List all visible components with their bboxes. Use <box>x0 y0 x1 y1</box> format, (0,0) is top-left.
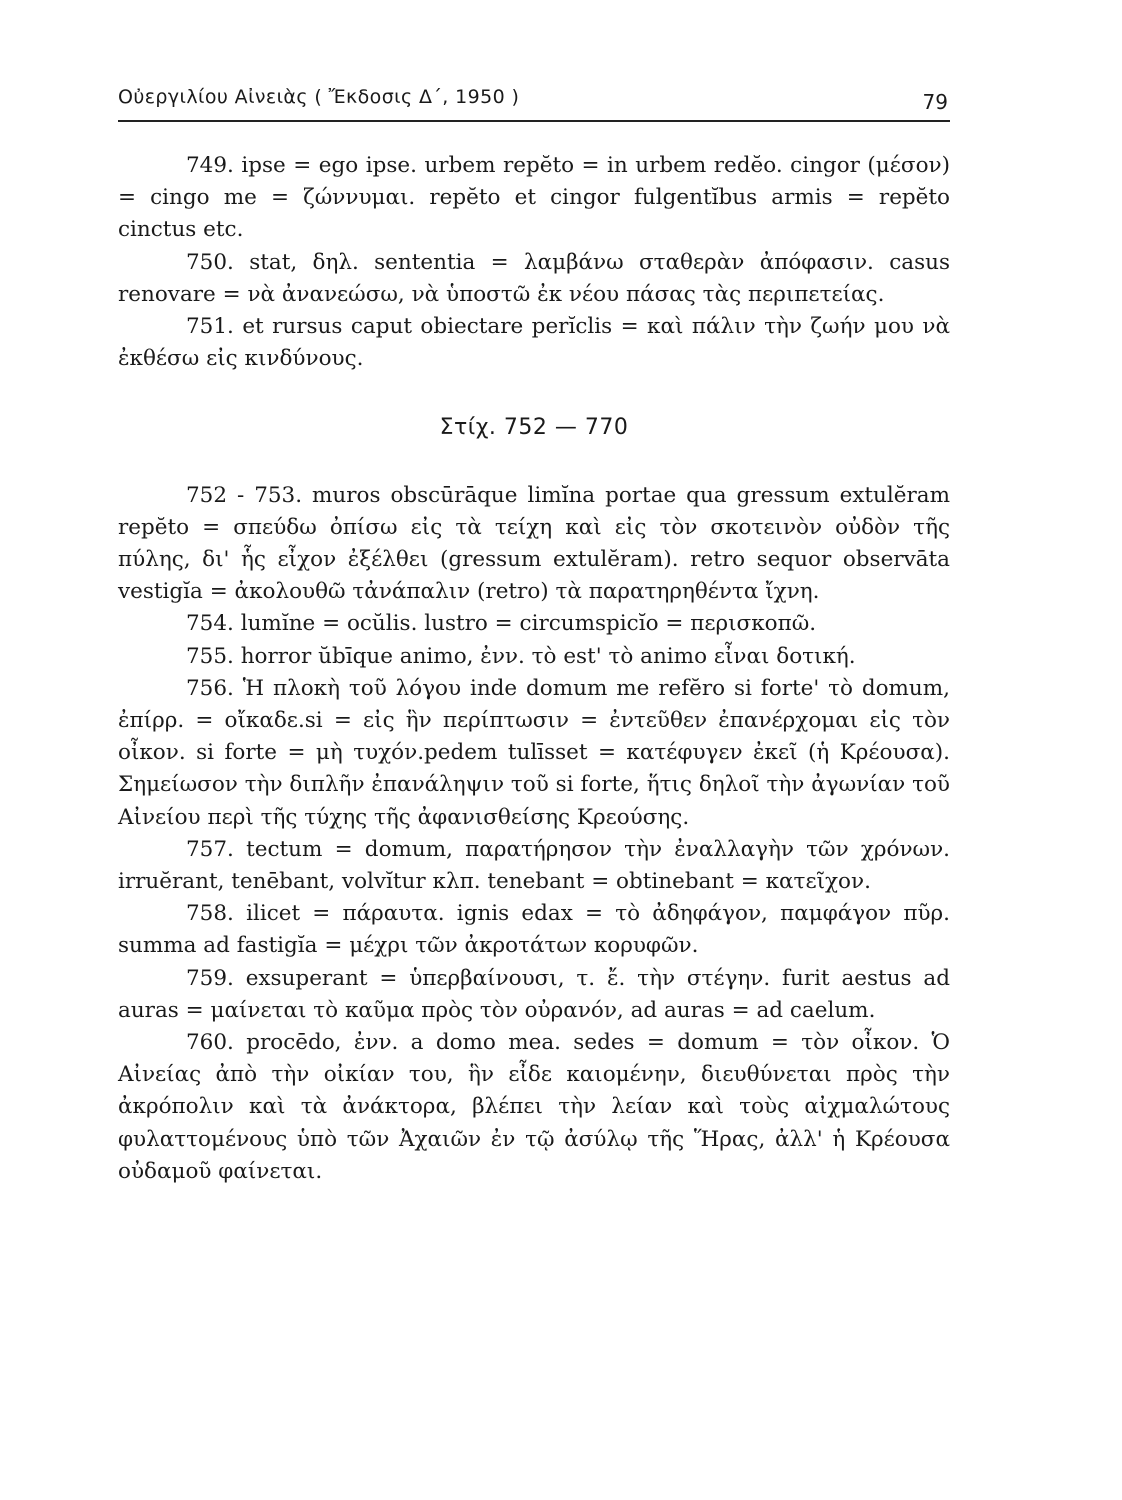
entry-750: 750. stat, δηλ. sententia = λαμβάνω σταθερὰν ἀπόφασιν. casus renovare = νὰ ἀνανεώσω, νὰ ὑποστῶ ἐκ νέου πάσας τὰς περιπετείας. <box>118 249 950 307</box>
entry-760: 760. procēdo, ἐνν. a domo mea. sedes = domum = τὸν οἶκον. Ὁ Αἰνείας ἀπὸ τὴν οἰκίαν του, ἣν εἶδε καιομένην, διευθύνεται πρὸς τὴν ἀκρόπολιν καὶ τὰ ἀνάκτορα, βλέπει τὴν λείαν καὶ τοὺς αἰχμαλώτους φυλαττομένους ὑπὸ τῶν Ἀχαιῶν ἐν τῷ ἀσύλῳ τῆς Ἥρας, ἀλλ' ἡ Κρέουσα οὐδαμοῦ φαίνεται. <box>118 1030 950 1184</box>
page-number: 79 <box>922 90 948 114</box>
entry-752-753: 752 - 753. muros obscūrāque limĭna portae qua gressum extulĕram repĕto = σπεύδω ὀπίσω εἰς τὰ τείχη καὶ εἰς τὸν σκοτεινὸν οὐδὸν τῆς πύλης, δι' ἧς εἶχον ἐξέλθει (gressum extulĕram). retro sequor observāta vestigĭa = ἀκολουθῶ τἀνάπαλιν (retro) τὰ παρατηρηθέντα ἴχνη. <box>118 482 950 605</box>
entry-754: 754. lumĭne = ocŭlis. lustro = circumspicĭo = περισκοπῶ. <box>186 611 817 637</box>
entry-755: 755. horror ŭbīque animo, ἐνν. τὸ est' τὸ animo εἶναι δοτική. <box>186 643 856 669</box>
entry-757: 757. tectum = domum, παρατήρησον τὴν ἐναλλαγὴν τῶν χρόνων. irruĕrant, tenēbant, volvĭtur κλπ. tenebant = obtinebant = κατεῖχον. <box>118 836 950 895</box>
entry-759: 759. exsuperant = ὑπερβαίνουσι, τ. ἔ. τὴν στέγην. furit aestus ad auras = μαίνεται τὸ καῦμα πρὸς τὸν οὐρανόν, ad auras = ad caelum. <box>118 965 950 1023</box>
running-head: Οὐεργιλίου Αἰνειὰς ( Ἔκδοσις Δ΄, 1950 ) <box>118 86 520 108</box>
entry-758: 758. ilicet = πάραυτα. ignis edax = τὸ ἀδηφάγον, παμφάγον πῦρ. summa ad fastigĭa = μέχρι τῶν ἀκροτάτων κορυφῶν. <box>118 901 950 959</box>
page-header <box>118 84 950 122</box>
page-body <box>118 150 950 1188</box>
section-title: Στίχ. 752 — 770 <box>439 415 629 441</box>
entry-749: 749. ipse = ego ipse. urbem repĕto = in urbem redĕo. cingor (μέσον) = cingo me = ζώννυμαι. repĕto et cingor fulgentĭbus armis = repĕto cinctus etc. <box>118 153 950 243</box>
entry-756: 756. Ἡ πλοκὴ τοῦ λόγου inde domum me refĕro si forte' τὸ domum, ἐπίρρ. = οἴκαδε.si = εἰς ἣν περίπτωσιν = ἐντεῦθεν ἐπανέρχομαι εἰς τὸν οἶκον. si forte = μὴ τυχόν.pedem tulīsset = κατέφυγεν ἐκεῖ (ἡ Κρέουσα). Σημείωσον τὴν διπλῆν ἐπανάληψιν τοῦ si forte, ἥτις δηλοῖ τὴν ἀγωνίαν τοῦ Αἰνείου περὶ τῆς τύχης τῆς ἀφανισθείσης Κρεούσης. <box>118 675 950 830</box>
entry-751: 751. et rursus caput obiectare perĭclis = καὶ πάλιν τὴν ζωήν μου νὰ ἐκθέσω εἰς κινδύνους. <box>118 314 950 372</box>
